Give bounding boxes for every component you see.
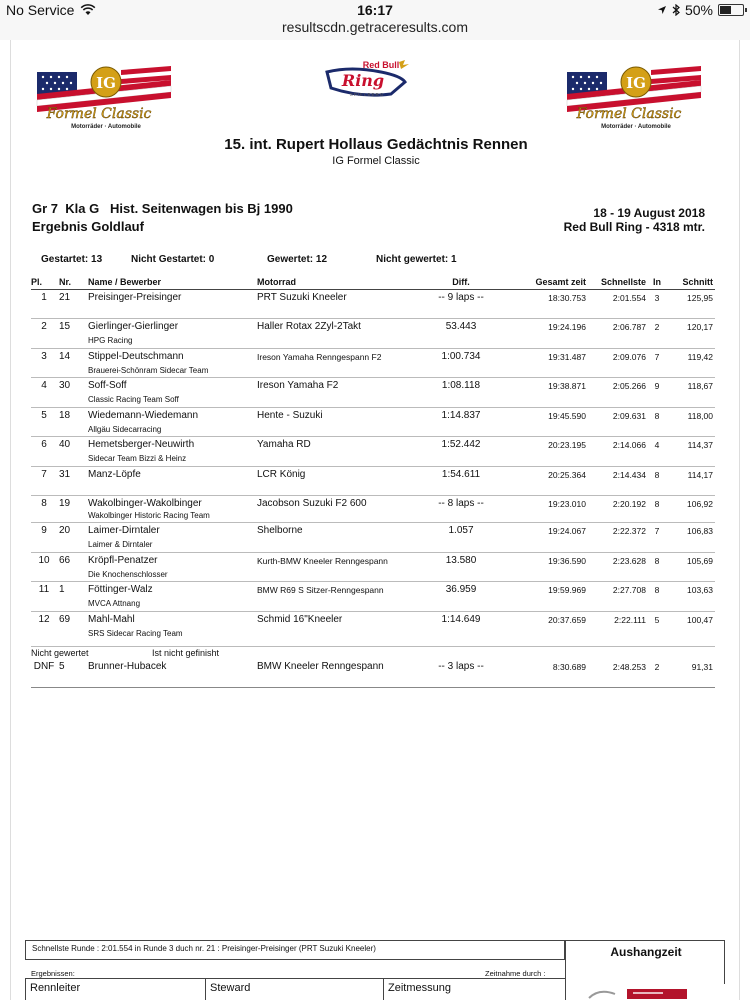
table-row [31, 349, 715, 378]
cell-nr: 40 [59, 439, 71, 450]
battery-level [720, 6, 731, 14]
table-row [31, 437, 715, 467]
aushang-label: Aushangzeit [610, 945, 682, 959]
cell-pl: 10 [38, 555, 50, 566]
cell-moto: LCR König [257, 469, 306, 480]
cell-pl: 11 [38, 584, 50, 595]
cell-nr: 1 [59, 584, 65, 595]
rennleiter-cell: Rennleiter [26, 979, 206, 1000]
result-line: Ergebnis Goldlauf [32, 219, 144, 234]
cell-avg: 118,67 [687, 381, 713, 391]
page-title: 15. int. Rupert Hollaus Gedächtnis Rennen [224, 136, 528, 153]
svg-text:Motorräder · Automobile: Motorräder · Automobile [71, 124, 141, 130]
document-footer [25, 940, 725, 1000]
cell-fastest: 2:14.434 [612, 470, 646, 480]
cell-nr: 30 [59, 380, 71, 391]
cell-nr: 15 [59, 321, 71, 332]
cell-pl: 4 [41, 380, 47, 391]
cell-diff: 1:08.118 [441, 380, 481, 391]
cell-pl: 5 [41, 410, 47, 421]
cell-diff: 1:52.442 [441, 439, 481, 450]
table-row-dnf [31, 659, 715, 688]
cell-moto: BMW Kneeler Renngespann [257, 661, 384, 672]
cell-total: 20:23.195 [548, 440, 586, 450]
cell-team: MVCA Attnang [88, 599, 141, 608]
cell-moto: Jacobson Suzuki F2 600 [257, 498, 367, 509]
cell-avg: 125,95 [687, 293, 713, 303]
table-row [31, 290, 715, 319]
cell-in: 8 [654, 556, 660, 566]
col-fastest: Schnellste [600, 277, 646, 287]
cell-fastest: 2:09.076 [612, 352, 646, 362]
col-nr: Nr. [59, 277, 72, 287]
zeitmessung-cell: Zeitmessung [384, 979, 566, 1000]
cell-team: Sidecar Team Bizzi & Heinz [88, 454, 187, 463]
cell-diff: 36.959 [445, 584, 477, 595]
carrier-label: No Service [6, 2, 75, 18]
cell-diff: 13.580 [445, 555, 477, 566]
cell-pl: DNF [33, 661, 55, 672]
cell-diff: -- 9 laps -- [438, 292, 484, 303]
table-row [31, 523, 715, 553]
cell-total: 19:24.196 [548, 322, 586, 332]
cell-nr: 20 [59, 525, 71, 536]
cell-moto: Haller Rotax 2Zyl-2Takt [257, 321, 361, 332]
cell-in: 9 [654, 381, 660, 391]
cell-name: Kröpfl-Penatzer [88, 555, 158, 566]
cell-name: Soff-Soff [88, 380, 127, 391]
cell-avg: 105,69 [687, 556, 713, 566]
fastest-lap-note: Schnellste Runde : 2:01.554 in Runde 3 duch nr. 21 : Preisinger-Preisinger (PRT Suzuki Kneeler) [25, 940, 565, 960]
signature-cells [25, 978, 565, 1000]
cell-nr: 18 [59, 410, 71, 421]
cell-diff: 1:54.611 [441, 469, 481, 480]
cell-nr: 31 [59, 469, 71, 480]
clock: 16:17 [357, 2, 393, 18]
cell-nr: 14 [59, 351, 71, 362]
ig-formel-classic-logo-left [31, 62, 177, 132]
cell-avg: 100,47 [687, 615, 713, 625]
cell-total: 19:24.067 [548, 526, 586, 536]
event-date: 18 - 19 August 2018 [593, 206, 705, 220]
cell-avg: 114,17 [687, 470, 713, 480]
cell-nr: 69 [59, 614, 71, 625]
stat-not-rated: Nicht gewertet: 1 [376, 254, 457, 265]
table-row [31, 408, 715, 437]
cell-moto: Ireson Yamaha Renngespann F2 [257, 352, 382, 362]
cell-moto: Kurth-BMW Kneeler Renngespann [257, 556, 388, 566]
table-row [31, 467, 715, 496]
cell-avg: 106,83 [687, 526, 713, 536]
cell-name: Föttinger-Walz [88, 584, 153, 595]
cell-nr: 19 [59, 498, 71, 509]
cell-pl: 12 [38, 614, 50, 625]
battery-percent: 50% [684, 2, 713, 18]
cell-team: SRS Sidecar Racing Team [88, 629, 183, 638]
cell-moto: PRT Suzuki Kneeler [257, 292, 347, 303]
cell-name: Laimer-Dirntaler [88, 525, 160, 536]
cell-diff: -- 3 laps -- [438, 661, 484, 672]
cell-name: Manz-Löpfe [88, 469, 141, 480]
stat-started: Gestartet: 13 [41, 254, 103, 265]
cell-total: 20:37.659 [548, 615, 586, 625]
cell-fastest: 2:22.111 [614, 615, 646, 625]
cell-team: Wakolbinger Historic Racing Team [88, 511, 210, 520]
col-diff: Diff. [452, 277, 470, 287]
table-row [31, 553, 715, 582]
cell-moto: Ireson Yamaha F2 [257, 380, 339, 391]
event-track: Red Bull Ring - 4318 mtr. [563, 220, 705, 234]
col-moto: Motorrad [257, 277, 296, 287]
table-row [31, 582, 715, 612]
bluetooth-icon [672, 4, 680, 16]
cell-name: Brunner-Hubacek [88, 661, 167, 672]
cell-fastest: 2:14.066 [612, 440, 646, 450]
cell-pl: 6 [41, 439, 47, 450]
table-row [31, 496, 715, 523]
svg-text:Red Bull: Red Bull [362, 60, 400, 70]
cell-diff: 1:00.734 [441, 351, 481, 362]
cell-fastest: 2:20.192 [612, 499, 646, 509]
cell-moto: Hente - Suzuki [257, 410, 323, 421]
cell-team: HPG Racing [88, 336, 133, 345]
table-row [31, 319, 715, 349]
stat-rated: Gewertet: 12 [267, 254, 328, 265]
cell-pl: 7 [41, 469, 47, 480]
cell-avg: 118,00 [687, 411, 713, 421]
cell-total: 18:30.753 [548, 293, 586, 303]
cell-in: 3 [654, 293, 660, 303]
cell-moto: Schmid 16"Kneeler [257, 614, 343, 625]
cell-moto: Yamaha RD [257, 439, 311, 450]
cell-avg: 106,92 [687, 499, 713, 509]
cell-nr: 66 [59, 555, 71, 566]
cell-in: 5 [654, 615, 660, 625]
svg-text:IG: IG [96, 74, 116, 92]
col-in: In [653, 277, 661, 287]
svg-text:Ring: Ring [341, 71, 385, 90]
cell-avg: 91,31 [691, 662, 713, 672]
cell-total: 19:36.590 [548, 556, 586, 566]
cell-fastest: 2:09.631 [612, 411, 646, 421]
cell-team: Allgäu Sidecarracing [88, 425, 162, 434]
results-table-header [31, 277, 715, 290]
cell-team: Laimer & Dirntaler [88, 540, 153, 549]
cell-pl: 2 [41, 321, 47, 332]
results-document [10, 40, 740, 1000]
svg-text:Formel Classic: Formel Classic [46, 106, 152, 122]
cell-moto: BMW R69 S Sitzer-Renngespann [257, 585, 384, 595]
cell-pl: 3 [41, 351, 47, 362]
cell-in: 8 [654, 411, 660, 421]
cell-in: 2 [654, 662, 660, 672]
cell-pl: 9 [41, 525, 47, 536]
col-pl: Pl. [31, 277, 43, 287]
steward-cell: Steward [206, 979, 384, 1000]
cell-team: Brauerei-Schönram Sidecar Team [88, 366, 209, 375]
page-subtitle: IG Formel Classic [332, 155, 420, 167]
cell-in: 8 [654, 499, 660, 509]
battery-icon [718, 4, 744, 16]
location-arrow-icon [657, 5, 667, 15]
cell-diff: 1.057 [448, 525, 474, 536]
zeitnahme-label: Zeitnahme durch : [485, 969, 546, 978]
cell-nr: 21 [59, 292, 71, 303]
cell-diff: -- 8 laps -- [438, 498, 484, 509]
cell-total: 19:31.487 [548, 352, 586, 362]
cell-name: Stippel-Deutschmann [88, 351, 184, 362]
cell-avg: 119,42 [687, 352, 713, 362]
cell-name: Gierlinger-Gierlinger [88, 321, 179, 332]
not-rated-label: Nicht gewertet [31, 648, 89, 658]
cell-avg: 103,63 [687, 585, 713, 595]
cell-in: 7 [654, 352, 660, 362]
cell-fastest: 2:01.554 [612, 293, 646, 303]
cell-total: 19:59.969 [548, 585, 586, 595]
cell-avg: 120,17 [687, 322, 713, 332]
cell-total: 19:45.590 [548, 411, 586, 421]
cell-fastest: 2:48.253 [612, 662, 646, 672]
class-line: Gr 7 Kla G Hist. Seitenwagen bis Bj 1990 [32, 201, 293, 216]
stat-not-started: Nicht Gestartet: 0 [131, 254, 215, 265]
cell-fastest: 2:06.787 [612, 322, 646, 332]
cell-moto: Shelborne [257, 525, 303, 536]
cell-name: Mahl-Mahl [88, 614, 135, 625]
timing-provider-logo [581, 986, 711, 1000]
svg-text:SPIELBERG: SPIELBERG [349, 92, 385, 97]
cell-in: 8 [654, 585, 660, 595]
col-total: Gesamt zeit [535, 277, 586, 287]
ig-formel-classic-logo-right [561, 62, 707, 132]
cell-pl: 1 [41, 292, 47, 303]
red-bull-ring-logo [321, 58, 411, 100]
cell-pl: 8 [41, 498, 47, 509]
cell-total: 8:30.689 [552, 662, 586, 672]
cell-diff: 53.443 [445, 321, 477, 332]
col-name: Name / Bewerber [88, 277, 162, 287]
cell-in: 8 [654, 470, 660, 480]
table-row [31, 612, 715, 647]
cell-nr: 5 [59, 661, 65, 672]
cell-name: Wiedemann-Wiedemann [88, 410, 199, 421]
cell-total: 19:23.010 [548, 499, 586, 509]
cell-team: Die Knochenschlosser [88, 570, 168, 579]
cell-team: Classic Racing Team Soff [88, 395, 179, 404]
status-right [657, 2, 744, 18]
cell-avg: 114,37 [687, 440, 713, 450]
ergebnissen-label: Ergebnissen: [31, 969, 75, 978]
cell-fastest: 2:22.372 [612, 526, 646, 536]
not-finished-label: Ist nicht gefinisht [152, 648, 220, 658]
status-bar [0, 0, 750, 40]
cell-name: Wakolbinger-Wakolbinger [88, 498, 202, 509]
aushang-box [565, 940, 725, 984]
svg-text:IG: IG [626, 74, 646, 92]
cell-in: 4 [654, 440, 660, 450]
cell-fastest: 2:27.708 [612, 585, 646, 595]
url-bar[interactable]: resultscdn.getraceresults.com [282, 19, 468, 35]
cell-diff: 1:14.649 [441, 614, 481, 625]
cell-name: Hemetsberger-Neuwirth [88, 439, 195, 450]
cell-in: 7 [654, 526, 660, 536]
cell-name: Preisinger-Preisinger [88, 292, 182, 303]
svg-text:Motorräder · Automobile: Motorräder · Automobile [601, 124, 671, 130]
cell-fastest: 2:05.266 [612, 381, 646, 391]
table-row [31, 378, 715, 408]
cell-total: 20:25.364 [548, 470, 586, 480]
cell-fastest: 2:23.628 [612, 556, 646, 566]
col-avg: Schnitt [682, 277, 713, 287]
cell-total: 19:38.871 [548, 381, 586, 391]
cell-in: 2 [654, 322, 660, 332]
cell-diff: 1:14.837 [441, 410, 481, 421]
svg-text:Formel Classic: Formel Classic [576, 106, 682, 122]
